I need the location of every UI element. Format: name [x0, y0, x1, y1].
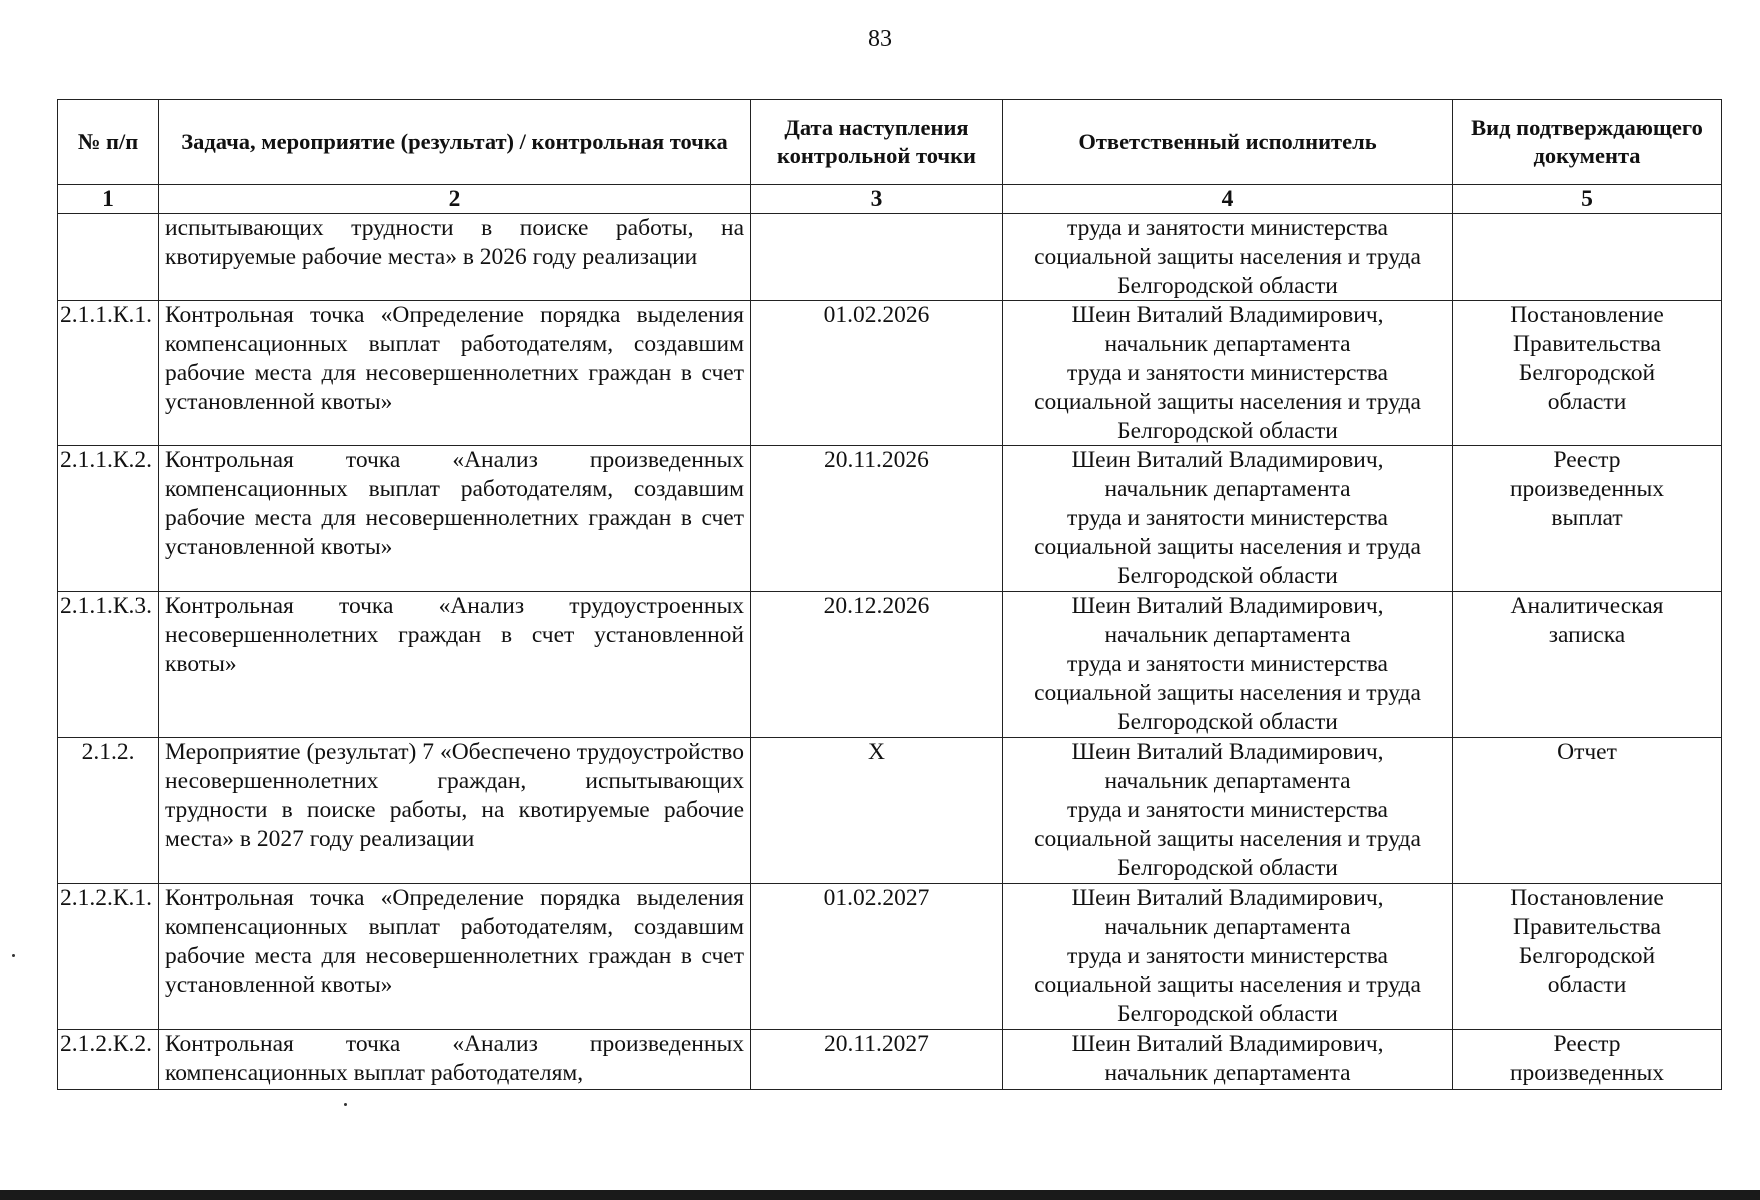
header-date: Дата наступления контрольной точки [751, 100, 1003, 185]
control-date: 20.11.2027 [751, 1030, 1003, 1090]
task-text: Мероприятие (результат) 7 «Обеспечено трудоустройство несовершеннолетних граждан, испытывающих трудности в поиске работы, на квотируемые рабочие места» в 2027 году реализации [159, 738, 751, 884]
table-row [58, 1030, 1722, 1090]
row-number: 2.1.2.К.1. [58, 884, 159, 1030]
control-points-table [57, 99, 1722, 1090]
responsible-line: труда и занятости министерства [1067, 650, 1388, 677]
responsible-line: труда и занятости министерства [1067, 359, 1388, 386]
responsible-line: Шеин Виталий Владимирович, [1071, 302, 1384, 329]
responsible-executor [1003, 738, 1453, 884]
table-row [58, 301, 1722, 446]
task-text: Контрольная точка «Анализ произведенных компенсационных выплат работодателям, [159, 1030, 751, 1090]
row-number: 2.1.1.К.2. [58, 446, 159, 592]
document-type [1453, 1030, 1722, 1090]
responsible-line: социальной защиты населения и труда [1034, 388, 1421, 415]
column-number: 5 [1453, 185, 1722, 214]
header-task: Задача, мероприятие (результат) / контрольная точка [159, 100, 751, 185]
column-number: 2 [159, 185, 751, 214]
table-row [58, 214, 1722, 301]
responsible-executor [1003, 1030, 1453, 1090]
row-number [58, 214, 159, 301]
column-number: 4 [1003, 185, 1453, 214]
responsible-line: начальник департамента [1104, 476, 1351, 503]
document-line: Отчет [1557, 739, 1617, 766]
responsible-line: Шеин Виталий Владимирович, [1071, 447, 1384, 474]
document-line: произведенных [1509, 476, 1665, 503]
document-line: Постановление [1510, 302, 1664, 329]
responsible-line: социальной защиты населения и труда [1034, 679, 1421, 706]
responsible-line: труда и занятости министерства [1067, 215, 1388, 241]
control-date: 20.12.2026 [751, 592, 1003, 738]
document-line: Белгородской [1518, 942, 1656, 969]
responsible-line: начальник департамента [1104, 914, 1351, 941]
document-line: Реестр [1553, 447, 1621, 474]
control-date: 01.02.2027 [751, 884, 1003, 1030]
column-number: 3 [751, 185, 1003, 214]
row-number: 2.1.2.К.2. [58, 1030, 159, 1090]
responsible-executor [1003, 592, 1453, 738]
task-text: Контрольная точка «Определение порядка выделения компенсационных выплат работодателям, создавшим рабочие места для несовершеннолетних граждан в счет установленной квоты» [159, 301, 751, 446]
responsible-line: Белгородской области [1117, 708, 1338, 735]
document-type [1453, 214, 1722, 301]
responsible-executor [1003, 301, 1453, 446]
control-date: 01.02.2026 [751, 301, 1003, 446]
document-type [1453, 301, 1722, 446]
responsible-line: начальник департамента [1104, 331, 1351, 358]
responsible-executor [1003, 884, 1453, 1030]
scan-speck [12, 954, 15, 957]
responsible-line: социальной защиты населения и труда [1034, 825, 1421, 852]
responsible-line: Белгородской области [1117, 562, 1338, 589]
responsible-line: социальной защиты населения и труда [1034, 243, 1421, 270]
responsible-line: Шеин Виталий Владимирович, [1071, 739, 1384, 766]
scan-speck [344, 1103, 347, 1106]
document-type [1453, 592, 1722, 738]
table-body [58, 214, 1722, 1090]
column-number-row [58, 185, 1722, 214]
table-row [58, 592, 1722, 738]
responsible-line: Белгородской области [1117, 272, 1338, 299]
responsible-executor [1003, 446, 1453, 592]
document-type [1453, 446, 1722, 592]
table-row [58, 446, 1722, 592]
responsible-line: Шеин Виталий Владимирович, [1071, 885, 1384, 912]
document-line: Белгородской [1518, 359, 1656, 386]
responsible-line: начальник департамента [1104, 768, 1351, 795]
page-number: 83 [868, 26, 892, 52]
header-responsible: Ответственный исполнитель [1003, 100, 1453, 185]
row-number: 2.1.2. [58, 738, 159, 884]
header-num: № п/п [58, 100, 159, 185]
responsible-line: труда и занятости министерства [1067, 942, 1388, 969]
responsible-line: труда и занятости министерства [1067, 504, 1388, 531]
document-line: Реестр [1553, 1031, 1621, 1058]
document-line: записка [1548, 622, 1626, 649]
scan-edge-bar [0, 1190, 1760, 1200]
table-row [58, 738, 1722, 884]
responsible-line: начальник департамента [1104, 1060, 1351, 1087]
header-document: Вид подтверждающего документа [1453, 100, 1722, 185]
responsible-line: начальник департамента [1104, 622, 1351, 649]
column-number: 1 [58, 185, 159, 214]
task-text: Контрольная точка «Анализ произведенных компенсационных выплат работодателям, создавшим рабочие места для несовершеннолетних граждан в счет установленной квоты» [159, 446, 751, 592]
document-type [1453, 738, 1722, 884]
responsible-executor [1003, 214, 1453, 301]
document-line: Постановление [1510, 885, 1664, 912]
task-text: испытывающих трудности в поиске работы, на квотируемые рабочие места» в 2026 году реализации [159, 214, 751, 301]
control-date [751, 214, 1003, 301]
row-number: 2.1.1.К.1. [58, 301, 159, 446]
header-row [58, 100, 1722, 185]
control-date: Х [751, 738, 1003, 884]
task-text: Контрольная точка «Определение порядка выделения компенсационных выплат работодателям, создавшим рабочие места для несовершеннолетних граждан в счет установленной квоты» [159, 884, 751, 1030]
responsible-line: Белгородской области [1117, 417, 1338, 444]
responsible-line: Шеин Виталий Владимирович, [1071, 1031, 1384, 1058]
task-text: Контрольная точка «Анализ трудоустроенных несовершеннолетних граждан в счет установленной квоты» [159, 592, 751, 738]
document-line: Правительства [1513, 914, 1661, 941]
document-type [1453, 884, 1722, 1030]
document-line: области [1547, 388, 1627, 415]
document-line: Аналитическая [1510, 593, 1664, 620]
responsible-line: социальной защиты населения и труда [1034, 971, 1421, 998]
responsible-line: Белгородской области [1117, 1000, 1338, 1027]
responsible-line: труда и занятости министерства [1067, 796, 1388, 823]
document-line: произведенных [1509, 1060, 1665, 1087]
responsible-line: Белгородской области [1117, 854, 1338, 881]
responsible-line: социальной защиты населения и труда [1034, 533, 1421, 560]
table-row [58, 884, 1722, 1030]
document-line: выплат [1551, 504, 1623, 531]
document-line: области [1547, 971, 1627, 998]
control-date: 20.11.2026 [751, 446, 1003, 592]
row-number: 2.1.1.К.3. [58, 592, 159, 738]
responsible-line: Шеин Виталий Владимирович, [1071, 593, 1384, 620]
document-line: Правительства [1513, 331, 1661, 358]
